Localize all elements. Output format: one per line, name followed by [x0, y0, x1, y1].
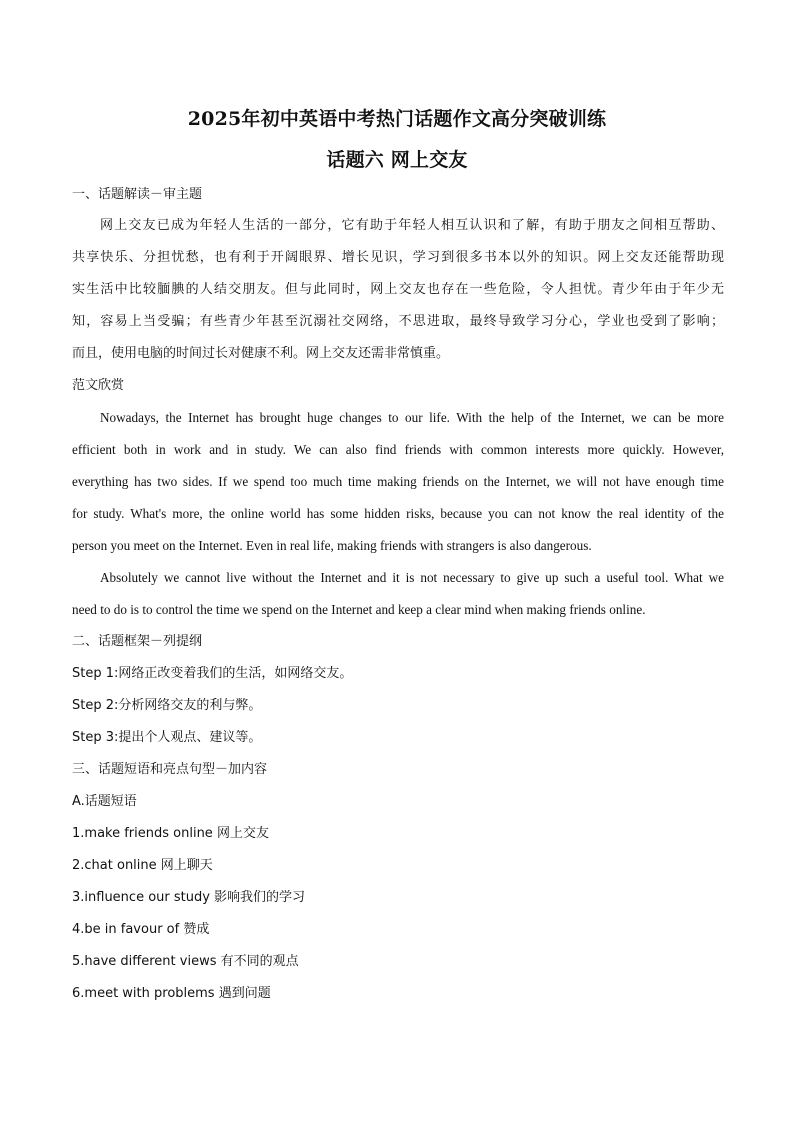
phrase-item: 6.meet with problems 遇到问题 — [72, 986, 271, 1001]
phrase-item: 1.make friends online 网上交友 — [72, 826, 269, 841]
model-essay-line: Nowadays, the Internet has brought huge changes to our life. With the help of the Internet, we can be more — [100, 410, 724, 425]
model-essay-line: for study. What's more, the online world has some hidden risks, because you can not know the real identity of the — [72, 506, 724, 521]
model-essay-line: everything has two sides. If we spend too much time making friends on the Internet, we will not have enough time — [72, 474, 724, 489]
outline-step: Step 3:提出个人观点、建议等。 — [72, 730, 262, 745]
model-essay-heading: 范文欣赏 — [72, 378, 125, 393]
section1-para-line: 网上交友已成为年轻人生活的一部分，它有助于年轻人相互认识和了解，有助于朋友之间相互帮助、 — [100, 218, 724, 233]
phrase-item: 2.chat online 网上聊天 — [72, 858, 213, 873]
outline-step: Step 2:分析网络交友的利与弊。 — [72, 698, 262, 713]
phrase-item: 3.influence our study 影响我们的学习 — [72, 890, 306, 905]
section2-heading: 二、话题框架－列提纲 — [72, 634, 203, 649]
section1-para-line: 知，容易上当受骗；有些青少年甚至沉溺社交网络，不思进取，最终导致学习分心，学业也受到了影响； — [72, 314, 724, 329]
document-title: 2025年初中英语中考热门话题作文高分突破训练 — [187, 108, 607, 130]
model-essay-line: person you meet on the Internet. Even in real life, making friends with strangers is also dangerous. — [72, 538, 592, 553]
phrase-item: 5.have different views 有不同的观点 — [72, 954, 299, 969]
section1-para-line: 实生活中比较腼腆的人结交朋友。但与此同时，网上交友也存在一些危险，令人担忧。青少年由于年少无 — [72, 282, 724, 297]
document-subtitle: 话题六 网上交友 — [326, 149, 468, 171]
section1-heading: 一、话题解读－审主题 — [72, 187, 203, 202]
section3-heading: 三、话题短语和亮点句型－加内容 — [72, 762, 268, 777]
section1-para-line: 共享快乐、分担忧愁，也有利于开阔眼界、增长见识，学习到很多书本以外的知识。网上交友还能帮助现 — [72, 250, 724, 265]
sectionA-heading: A.话题短语 — [72, 794, 137, 809]
outline-step: Step 1:网络正改变着我们的生活，如网络交友。 — [72, 666, 353, 681]
model-essay-line: Absolutely we cannot live without the Internet and it is not necessary to give up such a useful tool. What we — [100, 570, 724, 585]
section1-para-line: 而且，使用电脑的时间过长对健康不利。网上交友还需非常慎重。 — [72, 346, 450, 361]
model-essay-line: efficient both in work and in study. We can also find friends with common interests more quickly. However, — [72, 442, 724, 457]
model-essay-line: need to do is to control the time we spend on the Internet and keep a clear mind when making friends online. — [72, 602, 646, 617]
phrase-item: 4.be in favour of 赞成 — [72, 922, 210, 937]
